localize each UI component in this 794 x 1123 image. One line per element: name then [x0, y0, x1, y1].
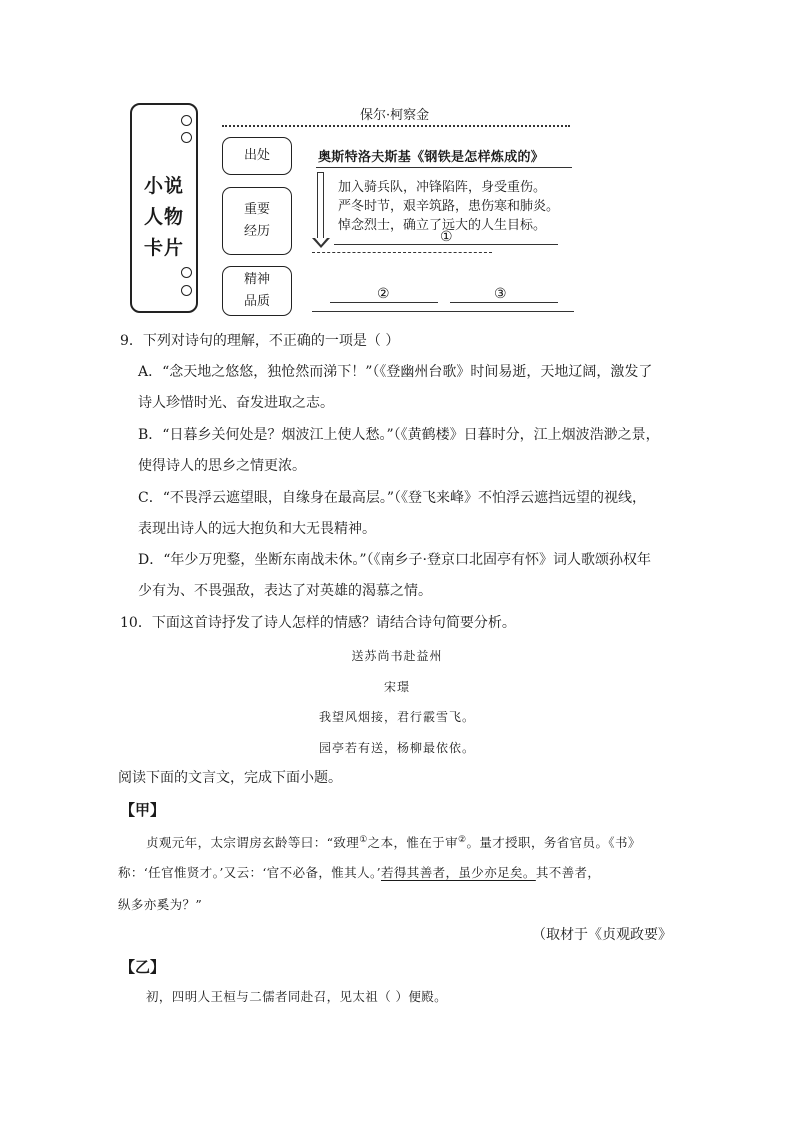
jia-text: 之本，惟在于审	[367, 835, 458, 851]
jia-text: 。量才授职，务省官员。《书》	[466, 835, 641, 851]
q9-option-b-cont: 使得诗人的思乡之情更浓。	[138, 458, 306, 474]
q9-stem: 9．下列对诗句的理解，不正确的一项是（ ）	[120, 333, 400, 349]
label-source	[222, 137, 292, 175]
binder-ring	[181, 115, 192, 126]
source-text: 奥斯特洛夫斯基《钢铁是怎样炼成的》	[318, 150, 545, 165]
q9-option-c: C．“不畏浮云遮望眼，自缘身在最高层。”（《登飞来峰》不怕浮云遮挡远望的视线，	[138, 490, 647, 506]
binder-ring	[181, 267, 192, 278]
yi-line: 初，四明人王桓与二儒者同赴召，见太祖（ ）便殿。	[146, 989, 448, 1004]
down-arrow-head-inner	[315, 238, 327, 245]
blank-1-marker: ①	[440, 229, 453, 245]
label-experience-line: 经历	[243, 224, 270, 239]
jia-text: 贞观元年，太宗谓房玄龄等曰：“致理	[146, 835, 360, 851]
footnote-marker: ②	[457, 835, 467, 845]
jia-line	[118, 863, 600, 883]
poem-line: 我望风烟接，君行霰雪飞。	[318, 710, 475, 724]
footnote-marker: ①	[359, 835, 368, 845]
poem-line: 园亭若有送，杨柳最依依。	[318, 741, 475, 755]
q9-option-d-cont: 少有为、不畏强敌，表达了对英雄的渴慕之情。	[138, 583, 432, 599]
jia-line: 纵多亦奚为？”	[118, 897, 203, 912]
jia-text: 称：‘任官惟贤才。’又云：‘官不必备，惟其人。’	[118, 865, 381, 880]
experience-item: 严冬时节，艰辛筑路，患伤寒和肺炎。	[338, 199, 560, 214]
blank-3-marker: ③	[494, 286, 507, 302]
section-label-jia: 【甲】	[120, 801, 166, 819]
label-spirit-line: 精神	[243, 272, 270, 287]
jia-line	[146, 830, 641, 853]
q9-option-b: B．“日暮乡关何处是？烟波江上使人愁。”（《黄鹤楼》日暮时分，江上烟波浩渺之景，	[138, 427, 660, 443]
binder-title-line: 人物	[143, 206, 184, 228]
q10-stem: 10．下面这首诗抒发了诗人怎样的情感？请结合诗句简要分析。	[120, 615, 516, 631]
binder-title-line: 卡片	[143, 237, 184, 259]
binder-title-line: 小说	[143, 175, 184, 197]
q9-option-a: A．“念天地之悠悠，独怆然而涕下！”（《登幽州台歌》时间易逝，天地辽阔，激发了	[138, 364, 653, 380]
experience-item: 加入骑兵队，冲锋陷阵，身受重伤。	[338, 180, 547, 195]
down-arrow-icon	[317, 172, 324, 240]
bottom-rule	[312, 311, 574, 312]
poem-author: 宋璟	[383, 680, 410, 694]
binder-title	[132, 171, 196, 264]
q9-option-d: D．“年少万兜鍪，坐断东南战未休。”（《南乡子·登京口北固亭有怀》词人歌颂孙权年	[138, 552, 651, 568]
blank-3-line	[450, 302, 558, 303]
poem-title: 送苏尚书赴益州	[351, 649, 443, 663]
binder-ring	[181, 285, 192, 296]
jia-source: （取材于《贞观政要》	[532, 927, 672, 943]
label-spirit	[222, 266, 292, 316]
binder-card	[130, 103, 198, 313]
blank-2-marker: ②	[377, 286, 390, 302]
experience-item: 悼念烈士，确立了远大的人生目标。	[338, 218, 547, 233]
q9-option-c-cont: 表现出诗人的远大抱负和大无畏精神。	[138, 521, 376, 537]
label-spirit-line: 品质	[243, 294, 270, 309]
label-experience	[222, 187, 292, 255]
binder-ring	[181, 132, 192, 143]
source-underline	[316, 167, 572, 168]
blank-extra-line	[312, 252, 492, 253]
hero-name: 保尔·柯察金	[360, 108, 430, 123]
label-source-text: 出处	[243, 148, 270, 163]
reading-intro: 阅读下面的文言文，完成下面小题。	[118, 770, 342, 786]
q9-option-a-cont: 诗人珍惜时光、奋发进取之志。	[138, 395, 334, 411]
jia-text: 其不善者，	[535, 865, 601, 880]
dotted-divider	[222, 125, 570, 127]
label-experience-line: 重要	[243, 202, 270, 217]
section-label-yi: 【乙】	[120, 958, 166, 976]
underlined-sentence: 若得其善者，虽少亦足矣。	[381, 865, 536, 880]
blank-2-line	[330, 302, 438, 303]
